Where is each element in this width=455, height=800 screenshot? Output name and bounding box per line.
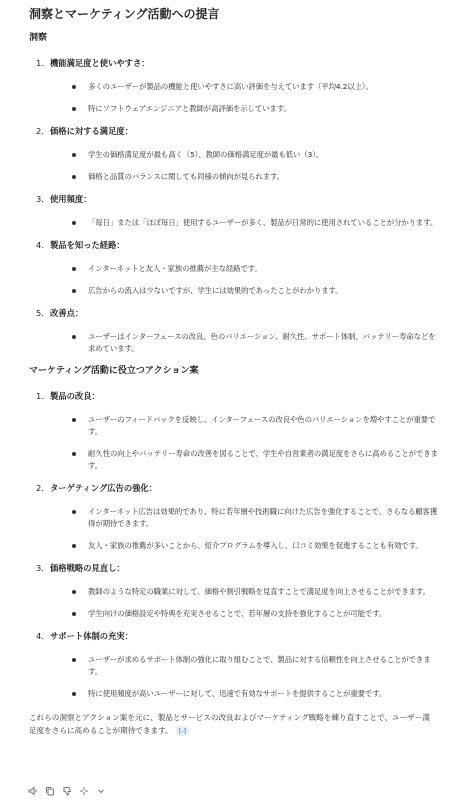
copy-icon[interactable] [45,786,55,796]
list-item: 多くのユーザーが製品の機能と使いやすさに高い評価を与えています（平均4.2以上）。 [72,81,441,93]
item-number: 2. [36,126,44,136]
item-label: 価格戦略の見直し： [50,563,125,573]
list-item: ユーザーはインターフェースの改良、色のバリエーション、耐久性、サポート体制、バッテリー寿命などを求めています。 [72,331,441,355]
item-label: 使用頻度： [50,194,92,204]
list-item: インターネット広告は効果的であり、特に若年層や技術職に向けた広告を強化することで、さらなる顧客獲得が期待できます。 [72,506,441,530]
list-item: ユーザーが求めるサポート体制の強化に取り組むことで、製品に対する信頼性を向上させることができます。 [72,654,441,678]
list-item: 「毎日」または「ほぼ毎日」使用するユーザーが多く、製品が日常的に使用されていることが分かります。 [72,217,441,229]
item-number: 1. [36,58,44,68]
insight-item [22,240,441,297]
actions-heading: マーケティング活動に役立つアクション案 [29,366,199,376]
list-item: 耐久性の向上やバッテリー寿命の改善を図ることで、学生や自営業者の満足度をさらに高めることができます。 [72,448,441,472]
insights-list [22,58,441,355]
item-label: 製品を知った経路： [50,240,125,250]
list-item: 友人・家族の推薦が多いことから、紹介プログラムを導入し、口コミ効果を促進することも有効です。 [72,540,441,552]
response-toolbar [28,786,106,796]
conclusion-body: これらの洞察とアクション案を元に、製品とサービスの改良およびマーケティング戦略を練り直すことで、ユーザー満足度をさらに高めることが期待できます。 [29,713,431,735]
action-item [22,483,441,552]
item-label: ターゲティング広告の強化： [50,483,158,493]
item-number: 1. [36,391,44,401]
item-label: 製品の改良： [50,391,100,401]
list-item: 価格と品質のバランスに関しても同様の傾向が見られます。 [72,171,441,183]
page-title: 洞察とマーケティング活動への提言 [29,7,220,21]
insight-item [22,308,441,355]
item-label: 価格に対する満足度： [50,126,133,136]
item-label: 改善点： [50,308,84,318]
sparkle-icon[interactable] [79,786,89,796]
item-label: サポート体制の充実： [50,631,133,641]
list-item: 広告からの流入は少ないですが、学生には効果的であったことがわかります。 [72,285,441,297]
insight-item [22,126,441,183]
action-item [22,391,441,472]
insight-item [22,58,441,115]
item-label: 機能満足度と使いやすさ： [50,58,150,68]
list-item: ユーザーのフィードバックを反映し、インターフェースの改良や色のバリエーションを増やすことが重要です。 [72,414,441,438]
thumbs-down-icon[interactable] [62,786,72,796]
list-item: 学生の価格満足度が最も高く（5）、教師の価格満足度が最も低い（3）。 [72,149,441,161]
item-number: 2. [36,483,44,493]
item-number: 5. [36,308,44,318]
item-number: 4. [36,631,44,641]
item-number: 4. [36,240,44,250]
list-item: 特に使用頻度が高いユーザーに対して、迅速で有効なサポートを提供することが重要です。 [72,688,441,700]
list-item: 学生向けの価格設定や特典を充実させることで、若年層の支持を強化することが可能です。 [72,608,441,620]
speaker-icon[interactable] [28,786,38,796]
action-item [22,631,441,700]
insight-item [22,194,441,229]
action-item [22,563,441,620]
chevron-down-icon[interactable] [96,786,106,796]
list-item: 特にソフトウェアエンジニアと教師が高評価を示しています。 [72,103,441,115]
item-number: 3. [36,563,44,573]
conclusion-text [29,711,441,737]
list-item: 教師のような特定の職業に対して、価格や割引戦略を見直すことで満足度を向上させることができます。 [72,586,441,598]
actions-list [22,391,441,700]
source-chip[interactable]: [-] [176,726,189,736]
item-number: 3. [36,194,44,204]
list-item: インターネットと友人・家族の推薦が主な経路です。 [72,263,441,275]
insights-heading: 洞察 [29,33,48,43]
